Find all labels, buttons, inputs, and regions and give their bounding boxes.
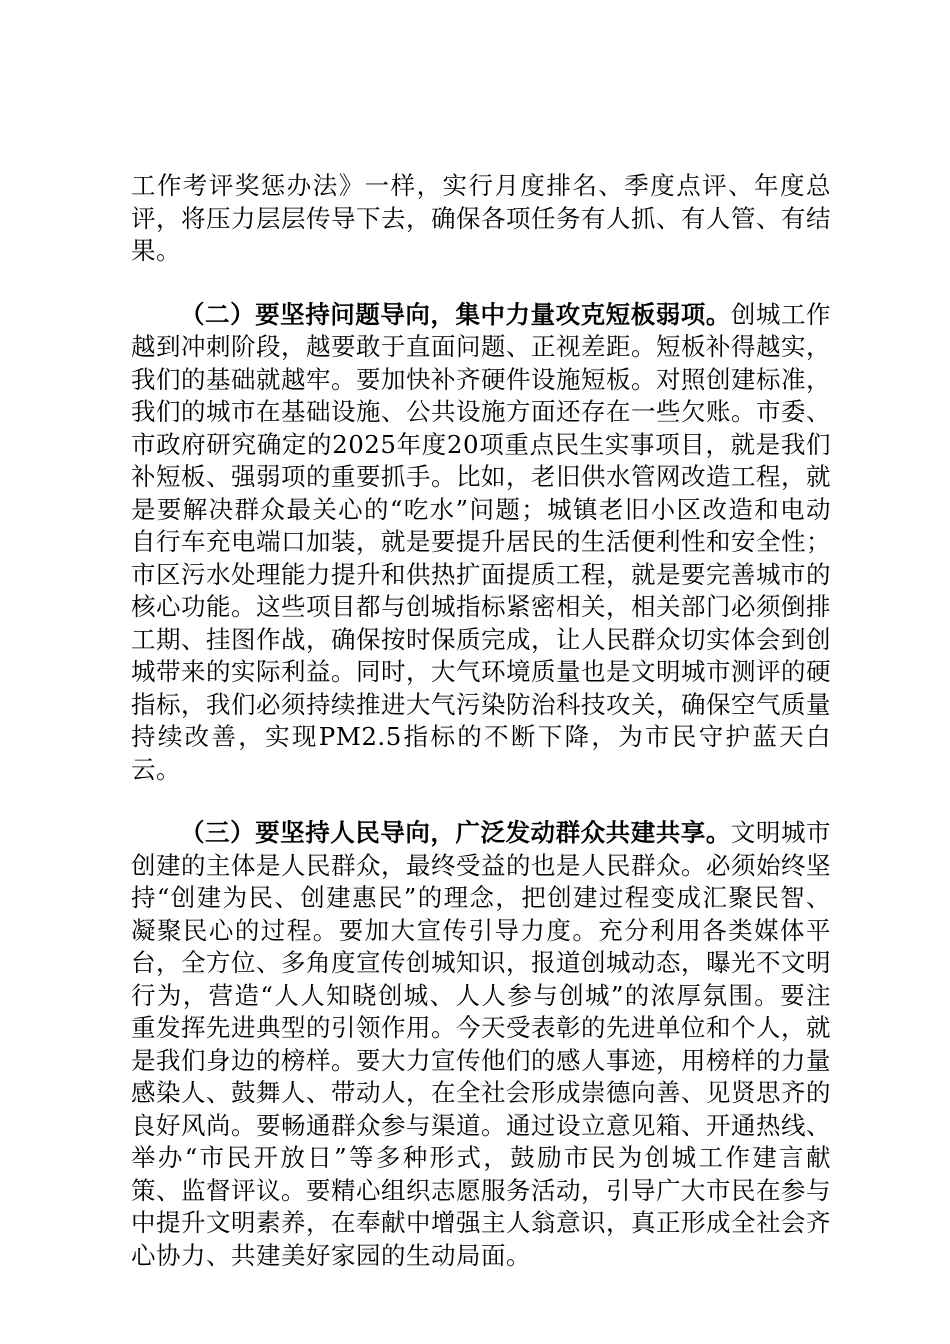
paragraph-body: 创城工作越到冲刺阶段，越要敢于直面问题、正视差距。短板补得越实，我们的基础就越牢。要加快补齐硬件设施短板。对照创建标准，我们的城市在基础设施、公共设施方面还存在一些欠账。市委、市政府研究确定的2025年度20项重点民生实事项目，就是我们补短板、强弱项的重要抓手。比如，老旧供水管网改造工程，就是要解决群众最关心的“吃水”问题；城镇老旧小区改造和电动自行车充电端口加装，就是要提升居民的生活便利性和安全性；市区污水处理能力提升和供热扩面提质工程，就是要完善城市的核心功能。这些项目都与创城指标紧密相关，相关部门必须倒排工期、挂图作战，确保按时保质完成，让人民群众切实体会到创城带来的实际利益。同时，大气环境质量也是文明城市测评的硬指标，我们必须持续推进大气污染防治科技攻关，确保空气质量持续改善，实现PM2.5指标的不断下降，为市民守护蓝天白云。 xyxy=(131,299,832,784)
paragraph-continuation xyxy=(131,170,831,268)
section-heading: （二）要坚持问题导向，集中力量攻克短板弱项。 xyxy=(180,299,731,329)
paragraph-body: 文明城市创建的主体是人民群众，最终受益的也是人民群众。必须始终坚持“创建为民、创建惠民”的理念，把创建过程变成汇聚民智、凝聚民心的过程。要加大宣传引导力度。充分利用各类媒体平台，全方位、多角度宣传创城知识，报道创城动态，曝光不文明行为，营造“人人知晓创城、人人参与创城”的浓厚氛围。要注重发挥先进典型的引领作用。今天受表彰的先进单位和个人，就是我们身边的榜样。要大力宣传他们的感人事迹，用榜样的力量感染人、鼓舞人、带动人，在全社会形成崇德向善、见贤思齐的良好风尚。要畅通群众参与渠道。通过设立意见箱、开通热线、举办“市民开放日”等多种形式，鼓励市民为创城工作建言献策、监督评议。要精心组织志愿服务活动，引导广大市民在参与中提升文明素养，在奉献中增强主人翁意识，真正形成全社会齐心协力、共建美好家园的生动局面。 xyxy=(131,818,832,1270)
document-body xyxy=(131,170,831,1272)
paragraph-section-two xyxy=(131,299,831,787)
paragraph-body: 工作考评奖惩办法》一样，实行月度排名、季度点评、年度总评，将压力层层传导下去，确保各项任务有人抓、有人管、有结果。 xyxy=(131,171,831,265)
paragraph-section-three xyxy=(131,817,831,1272)
section-heading: （三）要坚持人民导向，广泛发动群众共建共享。 xyxy=(180,818,731,847)
